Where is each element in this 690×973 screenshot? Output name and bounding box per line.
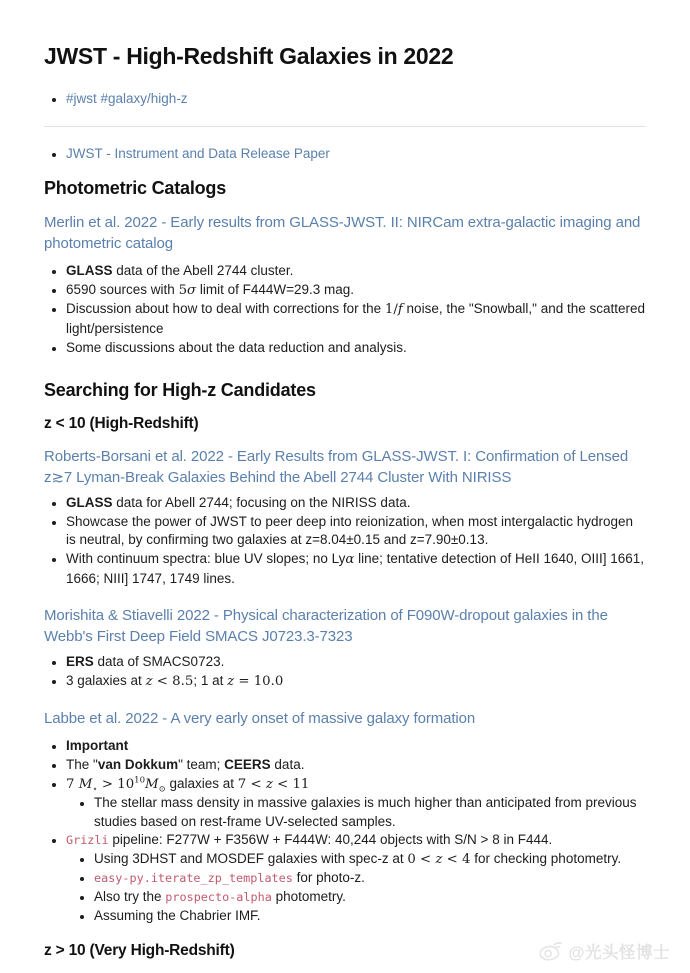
item-text: data. xyxy=(270,756,305,772)
bold-text: van Dokkum xyxy=(97,756,179,772)
math-variable: σ xyxy=(187,282,197,298)
math-variable: z xyxy=(265,776,273,792)
item-text: Also try the xyxy=(94,889,166,905)
inline-code: prospecto-alpha xyxy=(165,890,272,905)
list-item xyxy=(66,653,646,672)
item-text: pipeline: F277W + F356W + F444W: 40,244 objects with S/N > 8 in F444. xyxy=(108,832,553,848)
item-text: noise, the "Snowball," and the scattered light/persistence xyxy=(66,301,646,336)
list-item xyxy=(66,831,646,925)
subsection-heading-z-lt-10: z < 10 (High-Redshift) xyxy=(44,415,199,433)
item-text: data for Abell 2744; focusing on the NIRISS data. xyxy=(112,495,411,511)
merlin-notes-list xyxy=(44,262,646,357)
item-text: for photo-z. xyxy=(292,870,365,886)
math-text: > 10 xyxy=(97,776,135,792)
roberts-notes-list xyxy=(44,494,646,588)
morishita-notes-list xyxy=(44,653,646,691)
math-text: = 10.0 xyxy=(234,673,284,689)
tag-list xyxy=(44,90,646,109)
list-item xyxy=(66,300,646,338)
item-text: limit of F444W=29.3 mag. xyxy=(196,281,355,297)
math-text: 1/ xyxy=(384,302,398,318)
bold-text: ERS xyxy=(66,654,94,670)
item-text: for checking photometry. xyxy=(470,850,622,866)
page-title: JWST - High-Redshift Galaxies in 2022 xyxy=(44,43,454,69)
math-variable: z xyxy=(145,673,153,689)
item-text: Showcase the power of JWST to peer deep into reionization, when most intergalactic hydrogen is neutral, by confirming two galaxies at z=8.04±0.15 and z=7.90±0.13. xyxy=(66,513,634,548)
item-text: With continuum spectra: blue UV slopes; no Ly xyxy=(66,550,346,566)
list-item xyxy=(66,281,646,301)
list-item xyxy=(66,494,646,513)
math-text: < 8.5 xyxy=(152,673,194,689)
math-text: 0 < xyxy=(407,851,436,867)
list-item-release xyxy=(66,145,646,164)
item-text: Assuming the Chabrier IMF. xyxy=(94,907,261,923)
math-variable: α xyxy=(345,551,355,567)
math-text: 7 < xyxy=(237,776,266,792)
nested-list xyxy=(66,850,646,925)
release-paper-link[interactable]: JWST - Instrument and Data Release Paper xyxy=(66,145,330,161)
item-text: ; 1 at xyxy=(193,672,228,688)
bold-text: GLASS xyxy=(66,495,113,511)
item-text: The " xyxy=(66,756,98,772)
bold-text: Important xyxy=(66,738,129,754)
nested-list xyxy=(66,794,646,831)
list-item xyxy=(94,794,646,831)
math-variable: M xyxy=(144,776,159,792)
math-variable: z xyxy=(435,851,443,867)
item-text: Using 3DHST and MOSDEF galaxies with spec-z at xyxy=(94,850,408,866)
list-item-tags xyxy=(66,90,646,109)
divider xyxy=(44,126,646,127)
list-item xyxy=(66,339,646,358)
list-item xyxy=(66,672,646,692)
list-item xyxy=(66,550,646,588)
math-text: < 4 xyxy=(442,851,471,867)
item-text: Some discussions about the data reduction and analysis. xyxy=(66,339,407,355)
paper-link-merlin-2022[interactable]: Merlin et al. 2022 - Early results from GLASS-JWST. II: NIRCam extra-galactic imaging and photometric catalog xyxy=(44,214,641,253)
watermark xyxy=(538,939,670,963)
math-subscript: ⋆ xyxy=(92,784,98,795)
math-variable: f xyxy=(397,302,403,318)
item-text: data of the Abell 2744 cluster. xyxy=(112,263,294,279)
subsection-heading-z-gt-10: z > 10 (Very High-Redshift) xyxy=(44,942,235,960)
bold-text: GLASS xyxy=(66,263,113,279)
paper-link-labbe-2022[interactable]: Labbe et al. 2022 - A very early onset of massive galaxy formation xyxy=(44,710,476,728)
item-text: 3 galaxies at xyxy=(66,672,146,688)
math-text: < 11 xyxy=(272,776,310,792)
list-item xyxy=(66,262,646,281)
section-heading-searching-high-z: Searching for High-z Candidates xyxy=(44,380,316,401)
paper-link-morishita-stiavelli-2022[interactable]: Morishita & Stiavelli 2022 - Physical characterization of F090W-dropout galaxies in the Webb's First Deep Field SMACS J0723.3-7323 xyxy=(44,607,608,646)
inline-code: easy-py.iterate_zp_templates xyxy=(94,871,293,886)
inline-code: Grizli xyxy=(66,833,109,848)
list-item xyxy=(94,850,646,870)
math-text: 7 xyxy=(66,776,79,792)
item-text: galaxies at xyxy=(165,775,238,791)
list-item xyxy=(66,756,646,775)
item-text: Discussion about how to deal with corrections for the xyxy=(66,301,385,317)
item-text: line; tentative detection of HeII 1640, OIII] 1661, 1666; NIII] 1747, 1749 lines. xyxy=(66,550,645,586)
release-list xyxy=(44,145,646,164)
item-text: data of SMACS0723. xyxy=(93,654,225,670)
list-item xyxy=(94,869,646,888)
math-text: 5 xyxy=(178,282,188,298)
watermark-handle: @光头怪博士 xyxy=(568,944,670,962)
section-heading-photometric-catalogs: Photometric Catalogs xyxy=(44,178,227,199)
item-text: The stellar mass density in massive galaxies is much higher than anticipated from previous studies based on rest-frame UV-selected samples. xyxy=(94,795,637,829)
bold-text: CEERS xyxy=(224,756,271,772)
paper-link-roberts-borsani-2022[interactable]: Roberts-Borsani et al. 2022 - Early Results from GLASS-JWST. I: Confirmation of Lensed z≳7 Lyman-Break Galaxies Behind the Abell 2744 Cluster With NIRISS xyxy=(44,448,629,487)
item-text: " team; xyxy=(178,756,225,772)
item-text: 6590 sources with xyxy=(66,281,179,297)
math-variable: z xyxy=(227,673,235,689)
tag-link[interactable]: #jwst #galaxy/high-z xyxy=(66,91,188,106)
math-superscript: 10 xyxy=(134,775,145,785)
list-item xyxy=(66,775,646,832)
labbe-notes-list xyxy=(44,737,646,925)
list-item xyxy=(66,737,646,756)
item-text: photometry. xyxy=(271,889,346,905)
list-item xyxy=(66,513,646,550)
weibo-icon xyxy=(538,940,564,963)
math-variable: M xyxy=(78,776,93,792)
list-item xyxy=(94,888,646,907)
list-item xyxy=(94,907,646,926)
math-subscript: ⊙ xyxy=(158,784,166,795)
